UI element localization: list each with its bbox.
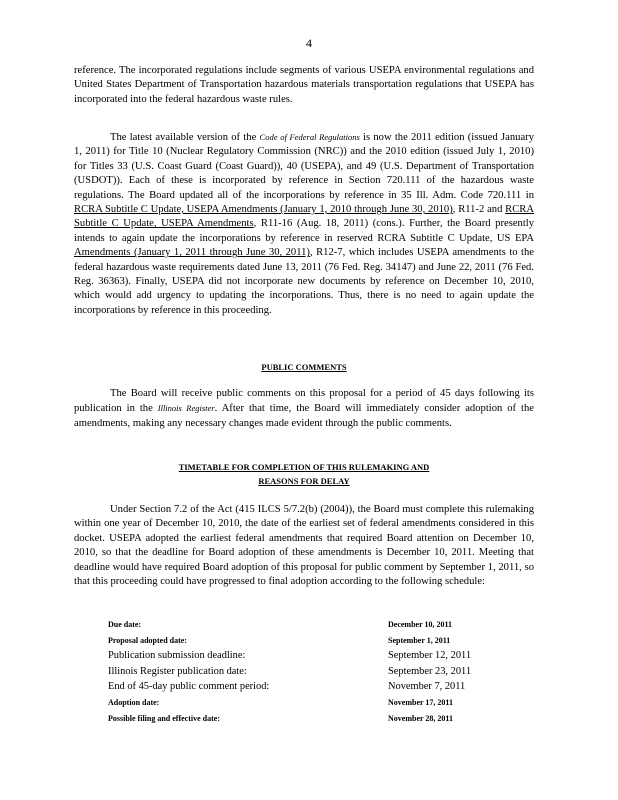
paragraph-public-comments bbox=[74, 387, 534, 431]
heading-public-comments: PUBLIC COMMENTS bbox=[261, 362, 347, 372]
schedule-row bbox=[108, 711, 488, 727]
schedule-value: November 17, 2011 bbox=[388, 697, 453, 707]
schedule-row bbox=[108, 648, 488, 664]
schedule-value: September 1, 2011 bbox=[388, 635, 451, 645]
schedule-row bbox=[108, 617, 488, 633]
schedule-label: Illinois Register publication date: bbox=[108, 665, 247, 677]
schedule-row bbox=[108, 679, 488, 695]
schedule-label: Publication submission deadline: bbox=[108, 650, 246, 662]
schedule-row bbox=[108, 633, 488, 649]
illinois-register-title: Illinois Register bbox=[157, 403, 215, 414]
heading-timetable-line-2: REASONS FOR DELAY bbox=[258, 476, 350, 486]
schedule-table bbox=[108, 617, 488, 726]
heading-timetable bbox=[74, 460, 534, 488]
schedule-value: November 28, 2011 bbox=[388, 713, 453, 723]
paragraph-cfr-versions bbox=[74, 130, 534, 318]
para2-text-5: , R12-7, which includes USEPA amendments to the federal hazardous waste requirements dated June 13, 2011 (76 Fed. Reg. 34147) and June 22, 2011 (76 Fed. Reg. 36363). Finally, USEPA did not incorporate new documents by reference on December 10, 2010, which would add urgency to updating the incorporations. Thus, there is no need to again update the incorporations by reference in this proceeding. bbox=[74, 247, 534, 316]
para3-text-2: . After that time, the Board will immediately consider adoption of the amendments, making any necessary changes made evident through the public comments. bbox=[74, 403, 534, 429]
heading-timetable-line-1: TIMETABLE FOR COMPLETION OF THIS RULEMAKING AND bbox=[178, 462, 430, 472]
schedule-value: September 12, 2011 bbox=[388, 650, 472, 662]
schedule-row bbox=[108, 664, 488, 680]
para2-text-1: The latest available version of the bbox=[110, 132, 260, 143]
schedule-value: December 10, 2011 bbox=[388, 620, 453, 629]
schedule-label: Due date: bbox=[108, 620, 142, 629]
schedule-row bbox=[108, 695, 488, 711]
schedule-label: End of 45-day public comment period: bbox=[108, 681, 270, 693]
para3-text-1: The Board will receive public comments on this proposal for a period of 45 days following its publication in the bbox=[74, 388, 534, 415]
para2-text-4: , R11-16 (Aug. 18, 2011) (cons.). Further, the Board presently intends to again update the incorporations by reference in reserved RCRA Subtitle C Update, US EPA bbox=[74, 218, 535, 244]
schedule-label: Adoption date: bbox=[108, 697, 160, 707]
schedule-label: Possible filing and effective date: bbox=[108, 713, 220, 723]
paragraph-incorporated-regulations: reference. The incorporated regulations include segments of various USEPA environmental regulations and United States Department of Transportation hazardous materials transportation regulations that USEPA has incorporated into the federal hazardous waste rules. bbox=[74, 65, 534, 105]
docket-citation-r11-2: RCRA Subtitle C Update, USEPA Amendments (January 1, 2010 through June 30, 2010) bbox=[74, 204, 453, 216]
para2-text-3: , R11-2 and bbox=[452, 204, 506, 216]
schedule-value: November 7, 2011 bbox=[388, 681, 466, 693]
schedule-label: Proposal adopted date: bbox=[108, 635, 187, 645]
para2-text-2: is now the 2011 edition (issued January 1, 2011) for Title 10 (Nuclear Regulatory Commission (NRC)) and the 2010 edition (issued July 1, 2010) for Titles 33 (U.S. Coast Guard (Coast Guard)), 40 (USEPA), and 49 (U.S. Department of Transportation (USDOT)). Each of these is incorporated by reference in Section 720.111 of the hazardous waste regulations. The Board updated all of the incorporations by reference in 35 Ill. Adm. Code 720.111 in bbox=[74, 132, 534, 201]
paragraph-section-7-2: Under Section 7.2 of the Act (415 ILCS 5/7.2(b) (2004)), the Board must complete this rulemaking within one year of December 10, 2010, the date of the earliest set of federal amendments considered in this docket. USEPA adopted the earliest federal amendments that required Board attention on December 10, 2010, so that the deadline for Board adoption of these amendments is December 10, 2011. Meeting that deadline would have required Board adoption of this proposal for public comment by September 1, 2011, so that this proceeding could have progressed to final adoption according to the following schedule: bbox=[74, 504, 534, 588]
page-number: 4 bbox=[306, 36, 312, 50]
docket-citation-r11-16: RCRA Subtitle C Update, USEPA Amendments bbox=[74, 204, 535, 230]
schedule-value: September 23, 2011 bbox=[388, 665, 472, 677]
cfr-title: Code of Federal Regulations bbox=[259, 132, 360, 142]
docket-citation-r12-7: Amendments (January 1, 2011 through June 30, 2011) bbox=[74, 247, 310, 259]
